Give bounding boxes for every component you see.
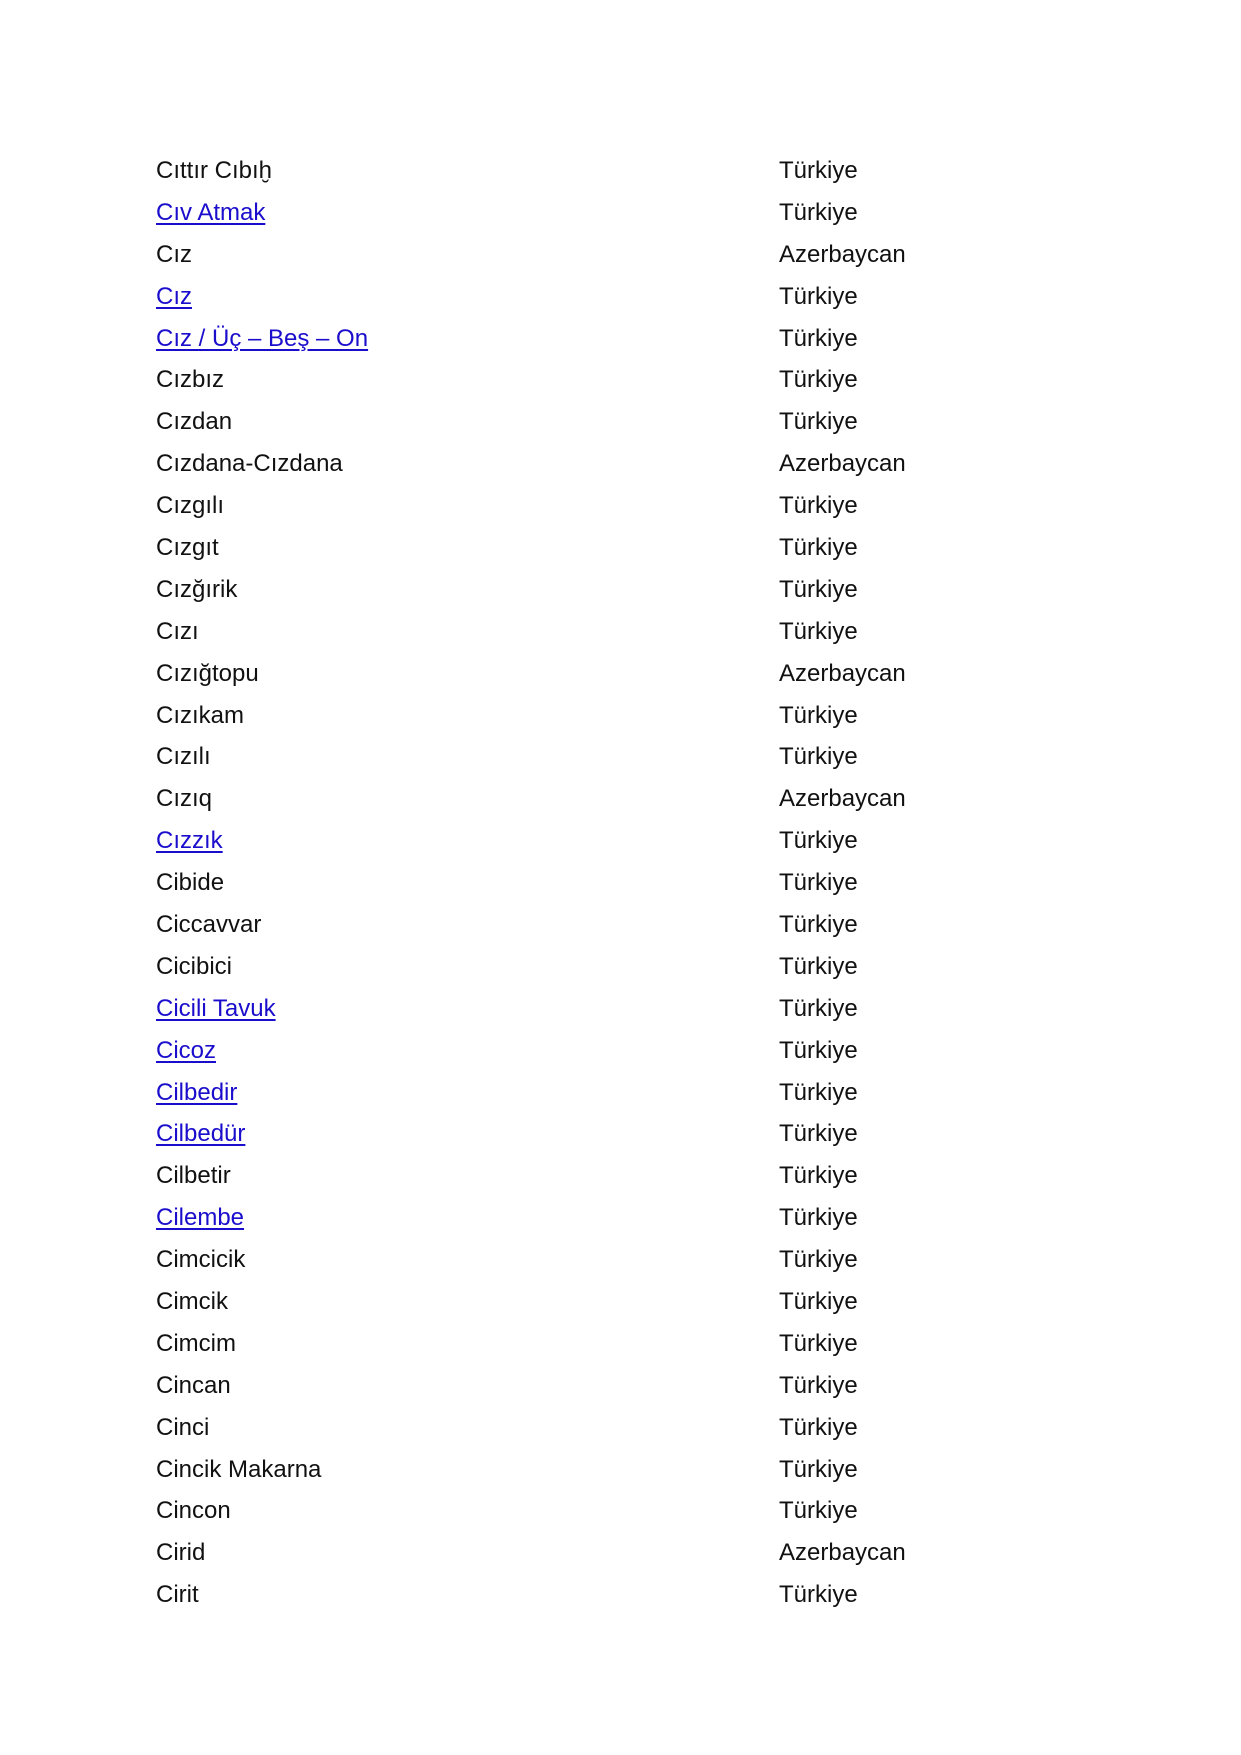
entry-name: Cızı <box>156 617 199 645</box>
entry-country: Türkiye <box>779 1497 858 1525</box>
entry-name: Cilbetir <box>156 1162 231 1190</box>
entry-name: Cızıq <box>156 785 213 813</box>
entry-name-link[interactable]: Cilbedür <box>156 1120 246 1148</box>
entry-name: Cıttır Cıbıḫ <box>156 156 273 184</box>
entry-country: Türkiye <box>779 994 858 1022</box>
list-item <box>156 1574 1056 1616</box>
entry-country: Türkiye <box>779 1455 858 1483</box>
entry-country: Türkiye <box>779 366 858 394</box>
list-item <box>156 820 1056 862</box>
list-item <box>156 1407 1056 1449</box>
entry-name: Cimcik <box>156 1287 228 1315</box>
list-item <box>156 318 1056 360</box>
list-item <box>156 569 1056 611</box>
entry-country: Azerbaycan <box>779 240 906 268</box>
entry-name: Cızğırik <box>156 575 238 603</box>
list-item <box>156 695 1056 737</box>
entry-name-link[interactable]: Cızzık <box>156 827 223 855</box>
list-item <box>156 1197 1056 1239</box>
entry-country: Azerbaycan <box>779 785 906 813</box>
entry-name: Cincik Makarna <box>156 1455 322 1483</box>
entry-country: Türkiye <box>779 952 858 980</box>
list-item <box>156 988 1056 1030</box>
entry-country: Türkiye <box>779 1204 858 1232</box>
list-item <box>156 1491 1056 1533</box>
list-item <box>156 401 1056 443</box>
entry-country: Türkiye <box>779 1581 858 1609</box>
entry-country: Türkiye <box>779 1078 858 1106</box>
entry-name: Cızgıt <box>156 533 219 561</box>
entry-country: Türkiye <box>779 324 858 352</box>
entry-name-link[interactable]: Cıv Atmak <box>156 198 266 226</box>
list-item <box>156 778 1056 820</box>
list-item <box>156 1532 1056 1574</box>
entry-country: Türkiye <box>779 910 858 938</box>
list-item <box>156 1030 1056 1072</box>
entry-name: Cirid <box>156 1539 206 1567</box>
entry-list <box>156 150 1056 1616</box>
entry-name: Cız <box>156 240 192 268</box>
entry-name: Cincon <box>156 1497 231 1525</box>
entry-country: Türkiye <box>779 575 858 603</box>
list-item <box>156 1365 1056 1407</box>
list-item <box>156 1449 1056 1491</box>
entry-country: Azerbaycan <box>779 659 906 687</box>
list-item <box>156 276 1056 318</box>
entry-name-link[interactable]: Cicili Tavuk <box>156 994 276 1022</box>
entry-name: Cibide <box>156 869 225 897</box>
entry-country: Türkiye <box>779 282 858 310</box>
entry-name: Cinci <box>156 1413 210 1441</box>
entry-country: Türkiye <box>779 492 858 520</box>
entry-name-link[interactable]: Cız <box>156 282 192 310</box>
entry-country: Türkiye <box>779 827 858 855</box>
list-item <box>156 1072 1056 1114</box>
entry-name: Cimcicik <box>156 1246 246 1274</box>
list-item <box>156 1113 1056 1155</box>
entry-country: Türkiye <box>779 156 858 184</box>
list-item <box>156 946 1056 988</box>
entry-country: Türkiye <box>779 1162 858 1190</box>
entry-name: Ciccavvar <box>156 910 262 938</box>
list-item <box>156 611 1056 653</box>
entry-country: Türkiye <box>779 1287 858 1315</box>
entry-country: Türkiye <box>779 533 858 561</box>
list-item <box>156 527 1056 569</box>
entry-name: Cızdana-Cızdana <box>156 450 343 478</box>
list-item <box>156 736 1056 778</box>
list-item <box>156 653 1056 695</box>
entry-name-link[interactable]: Cız / Üç – Beş – On <box>156 324 369 352</box>
entry-name-link[interactable]: Cicoz <box>156 1036 217 1064</box>
entry-country: Türkiye <box>779 617 858 645</box>
list-item <box>156 150 1056 192</box>
entry-country: Türkiye <box>779 198 858 226</box>
entry-country: Azerbaycan <box>779 450 906 478</box>
entry-name: Cirit <box>156 1581 199 1609</box>
entry-country: Azerbaycan <box>779 1539 906 1567</box>
entry-name: Cızığtopu <box>156 659 259 687</box>
entry-name: Cimcim <box>156 1329 236 1357</box>
entry-country: Türkiye <box>779 1371 858 1399</box>
entry-name: Cızgılı <box>156 492 225 520</box>
entry-country: Türkiye <box>779 1036 858 1064</box>
list-item <box>156 904 1056 946</box>
entry-name: Cızılı <box>156 743 211 771</box>
entry-name-link[interactable]: Cilembe <box>156 1204 245 1232</box>
entry-name: Cızbız <box>156 366 225 394</box>
list-item <box>156 192 1056 234</box>
list-item <box>156 1239 1056 1281</box>
list-item <box>156 1155 1056 1197</box>
entry-country: Türkiye <box>779 408 858 436</box>
entry-country: Türkiye <box>779 743 858 771</box>
entry-name-link[interactable]: Cilbedir <box>156 1078 238 1106</box>
entry-country: Türkiye <box>779 1413 858 1441</box>
list-item <box>156 443 1056 485</box>
entry-country: Türkiye <box>779 869 858 897</box>
entry-country: Türkiye <box>779 1329 858 1357</box>
list-item <box>156 485 1056 527</box>
list-item <box>156 862 1056 904</box>
list-item <box>156 1281 1056 1323</box>
entry-name: Cızıkam <box>156 701 245 729</box>
entry-name: Cızdan <box>156 408 233 436</box>
entry-country: Türkiye <box>779 1120 858 1148</box>
entry-name: Cincan <box>156 1371 231 1399</box>
list-item <box>156 359 1056 401</box>
entry-country: Türkiye <box>779 701 858 729</box>
entry-name: Cicibici <box>156 952 233 980</box>
list-item <box>156 1323 1056 1365</box>
entry-country: Türkiye <box>779 1246 858 1274</box>
list-item <box>156 234 1056 276</box>
